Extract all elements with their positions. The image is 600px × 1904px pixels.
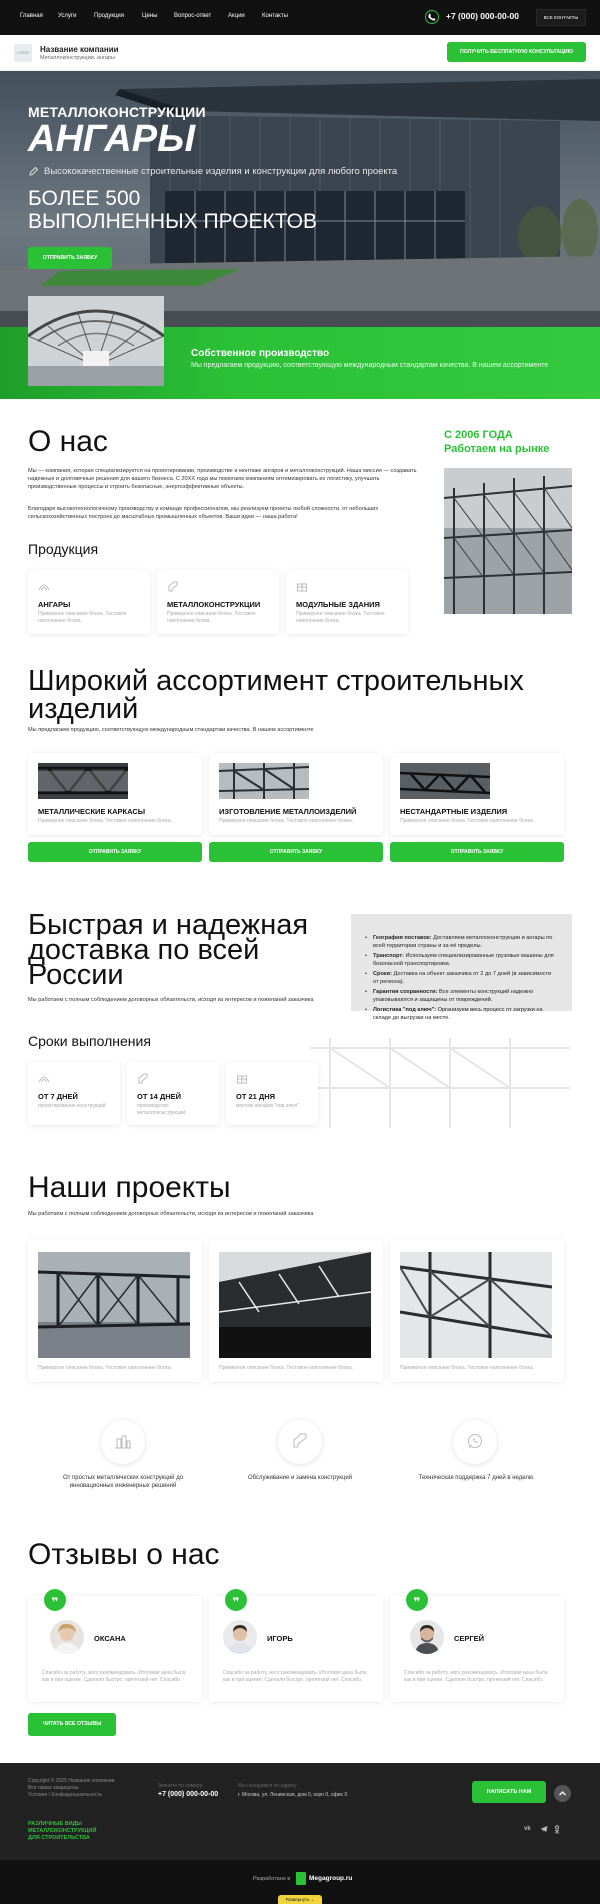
nav-item-contacts[interactable]: Контакты	[262, 13, 288, 19]
tagline-line2: МЕТАЛЛОКОНСТРУКЦИЙ	[28, 1828, 97, 1834]
product-title: МЕТАЛЛОКОНСТРУКЦИИ	[167, 600, 261, 609]
company-description: Металлоконструкции, ангары	[40, 55, 115, 61]
feature-circle	[101, 1420, 145, 1464]
steel-frame-background	[310, 1028, 570, 1128]
products-title: Продукция	[28, 541, 99, 557]
delivery-info-box	[351, 914, 572, 1021]
hero-title-line2: АНГАРЫ	[28, 118, 196, 160]
delivery-point: • Сроки: Доставка на объект заказчика от 2 до 7 дней (в зависимости от региона).	[365, 970, 558, 986]
nav-item-faq[interactable]: Вопрос-ответ	[174, 13, 212, 19]
own-production-desc: Мы предлагаем продукцию, соответствующую международным стандартам качества. В нашем ассортименте	[191, 362, 549, 369]
read-all-reviews-button[interactable]: ЧИТАТЬ ВСЕ ОТЗЫВЫ	[28, 1713, 116, 1736]
chevron-up-icon	[554, 1785, 571, 1802]
assortment-request-button[interactable]: ОТПРАВИТЬ ЗАЯВКУ	[209, 842, 383, 862]
terms-title: Сроки выполнения	[28, 1033, 151, 1049]
feature-text-line2: инновационных инженерных решений	[69, 1483, 177, 1489]
assortment-title	[28, 667, 524, 723]
projects-subtitle: Мы работаем с полным соблюдением договорных обязательств, исходя из интересов и пожеланий заказчика	[28, 1211, 314, 1217]
term-desc: производство металлоконструкций	[137, 1103, 186, 1116]
card-image	[219, 763, 309, 799]
hero-title-line1: МЕТАЛЛОКОНСТРУКЦИИ	[28, 104, 206, 120]
assortment-request-button[interactable]: ОТПРАВИТЬ ЗАЯВКУ	[28, 842, 202, 862]
project-desc: Примерное описание блока. Тестовое наполнение блока.	[219, 1365, 353, 1371]
all-contacts-button[interactable]: ВСЕ КОНТАКТЫ	[536, 9, 586, 26]
delivery-point: • Гарантия сохранности: Все элементы конструкций надежно упаковываются и защищены от повреждений.	[365, 988, 558, 1004]
product-desc: Примерное описание блока. Тестовое наполнение блока.	[296, 611, 385, 624]
nav-item-services[interactable]: Услуги	[58, 13, 77, 19]
project-desc: Примерное описание блока. Тестовое наполнение блока.	[400, 1365, 534, 1371]
footer-phone[interactable]: +7 (000) 000-00-00	[158, 1791, 219, 1798]
term-desc: проектирование конструкций	[38, 1103, 106, 1109]
beam-icon	[291, 1432, 309, 1450]
product-card-metal[interactable]	[157, 570, 279, 634]
expand-button[interactable]: Развернуть ⌄	[278, 1895, 322, 1904]
footer-address: г. Москва, ул. Ленинская, дом 0, корп 0, офис 0	[238, 1792, 348, 1798]
delivery-point: • Транспорт: Используем специализированные грузовые машины для безопасной транспортировки.	[365, 952, 558, 968]
nav-item-products[interactable]: Продукция	[94, 13, 125, 19]
nav-item-prices[interactable]: Цены	[142, 13, 158, 19]
warehouse-icon	[114, 1432, 132, 1450]
assortment-card-desc: Примерное описание блока. Тестовое наполнение блока.	[219, 818, 353, 824]
odnoklassniki-icon[interactable]	[554, 1825, 560, 1834]
card-image	[38, 763, 128, 799]
feature-text: Техническая поддержка 7 дней в неделю	[418, 1475, 534, 1481]
hero-count-line1: БОЛЕЕ 500	[28, 187, 141, 210]
footer-tagline	[28, 1821, 96, 1842]
write-us-button[interactable]: НАПИСАТЬ НАМ	[472, 1781, 546, 1803]
feature-text	[24, 1474, 222, 1490]
hero-count	[28, 187, 317, 233]
assortment-card-custom[interactable]	[390, 753, 564, 835]
product-card-hangars[interactable]	[28, 570, 150, 634]
assortment-subtitle: Мы предлагаем продукцию, соответствующую международным стандартам качества. В нашем ассортименте	[28, 727, 314, 733]
project-desc: Примерное описание блока. Тестовое наполнение блока.	[38, 1365, 172, 1371]
since-badge	[444, 428, 549, 456]
copyright-line2: Все права защищены.	[28, 1785, 80, 1791]
hangar-icon	[38, 1073, 50, 1083]
feature-text-line1: От простых металлических конструкций до	[62, 1475, 184, 1481]
avatar	[410, 1620, 444, 1654]
building-icon	[296, 581, 308, 593]
quote-icon: ❞	[44, 1589, 66, 1611]
own-production-title: Собственное производство	[191, 348, 330, 359]
since-caption: Работаем на рынке	[444, 443, 550, 455]
delivery-subtitle: Мы работаем с полным соблюдением договорных обязательств, исходя из интересов и пожеланий заказчика	[28, 997, 314, 1003]
feature-circle	[278, 1420, 322, 1464]
review-card	[28, 1596, 202, 1702]
assortment-title-line1: Широкий ассортимент строительных	[28, 665, 524, 697]
phone-icon[interactable]	[425, 10, 439, 24]
assortment-card-frames[interactable]	[28, 753, 202, 835]
megagroup-logo-icon	[296, 1872, 306, 1885]
avatar	[50, 1620, 84, 1654]
review-text: Спасибо за работу, могу рекомендовать. Итоговая цена была как и при оценке. Сделали быстро, претензий нет. Спасибо.	[42, 1670, 186, 1683]
project-truss-image	[219, 1252, 371, 1358]
assortment-title-line2: изделий	[28, 693, 139, 725]
about-paragraph-2: Благодаря высокотехнологичному производству и команде профессионалов, мы реализуем проекты любой сложности, от небольших сельскохозяйственных построек до масштабных промышленных объектов. Ваши идеи — наша работа!	[28, 506, 379, 520]
term-title: ОТ 7 ДНЕЙ	[38, 1092, 78, 1101]
review-name: ИГОРЬ	[267, 1634, 293, 1643]
privacy-link[interactable]: Условия / Конфиденциальность	[28, 1792, 103, 1798]
copyright-line1: Copyright © 2025 Название компании.	[28, 1778, 116, 1784]
projects-title: Наши проекты	[28, 1171, 231, 1204]
product-desc: Примерное описание блока. Тестовое наполнение блока.	[38, 611, 127, 624]
since-year: С 2006 ГОДА	[444, 429, 513, 441]
vk-icon[interactable]: vk	[524, 1826, 531, 1832]
company-name: Название компании	[40, 45, 119, 54]
project-bridge-image	[38, 1252, 190, 1358]
card-image	[400, 763, 490, 799]
address-label: Мы находимся по адресу	[238, 1783, 297, 1789]
assortment-card-title: МЕТАЛЛИЧЕСКИЕ КАРКАСЫ	[38, 807, 146, 816]
about-paragraph-1: Мы — компания, которая специализируется на проектировании, производстве и монтаже ангаров и металлоконструкций. Наша миссия — создавать надежные и долговечные решения для вашего бизнеса. С 20XX года мы помогаем компаниям оптимизировать их логистику, улучшать производственные процессы и строить безопасные, энергоэффективные объекты.	[28, 468, 417, 490]
quote-icon: ❞	[406, 1589, 428, 1611]
review-name: СЕРГЕЙ	[454, 1634, 485, 1643]
delivery-title-line3: России	[28, 959, 124, 991]
project-card[interactable]	[390, 1240, 564, 1382]
assortment-card-title: НЕСТАНДАРТНЫЕ ИЗДЕЛИЯ	[400, 807, 508, 816]
delivery-point: • География поставок: Доставляем металлоконструкции и ангары по всей территории страны и за её пределы.	[365, 934, 558, 950]
assortment-card-desc: Примерное описание блока. Тестовое наполнение блока.	[38, 818, 172, 824]
product-desc: Примерное описание блока. Тестовое наполнение блока.	[167, 611, 256, 624]
steel-frame-image	[444, 468, 572, 614]
review-text: Спасибо за работу, могу рекомендовать. Итоговая цена была как и при оценке. Сделали быстро, претензий нет. Спасибо.	[223, 1670, 367, 1683]
term-card-21	[226, 1062, 318, 1125]
hero-count-line2: ВЫПОЛНЕННЫХ ПРОЕКТОВ	[28, 210, 317, 233]
assortment-request-button[interactable]: ОТПРАВИТЬ ЗАЯВКУ	[390, 842, 564, 862]
logo[interactable]: LOGO	[14, 44, 32, 62]
header-phone[interactable]: +7 (000) 000-00-00	[446, 11, 520, 21]
term-card-14	[127, 1062, 219, 1125]
scroll-top-button[interactable]	[554, 1785, 571, 1802]
delivery-point: • Логистика "под ключ": Организуем весь процесс от загрузки на складе до выгрузки на месте.	[365, 1006, 558, 1022]
review-card	[209, 1596, 383, 1702]
delivery-title-line2: доставка по всей	[28, 934, 260, 966]
project-card[interactable]	[28, 1240, 202, 1382]
product-title: МОДУЛЬНЫЕ ЗДАНИЯ	[296, 600, 380, 609]
hangar-icon	[38, 581, 50, 591]
term-desc: монтаж ангаров "под ключ"	[236, 1103, 300, 1109]
assortment-card-desc: Примерное описание блока. Тестовое наполнение блока.	[400, 818, 534, 824]
project-card[interactable]	[209, 1240, 383, 1382]
quote-icon: ❞	[225, 1589, 247, 1611]
review-name: ОКСАНА	[94, 1634, 126, 1643]
telegram-icon[interactable]	[540, 1825, 548, 1833]
free-consultation-button[interactable]: ПОЛУЧИТЬ БЕСПЛАТНУЮ КОНСУЛЬТАЦИЮ	[447, 42, 586, 62]
feature-text: Обслуживание и замена конструкций	[247, 1475, 353, 1481]
footer	[0, 1763, 600, 1860]
project-frame-image	[400, 1252, 552, 1358]
hangar-interior-image	[28, 296, 164, 386]
avatar	[223, 1620, 257, 1654]
developer-bar	[0, 1860, 600, 1904]
nav-item-home[interactable]: Главная	[20, 13, 43, 19]
copyright	[28, 1778, 116, 1799]
beam-icon	[167, 581, 179, 593]
reviews-title: Отзывы о нас	[28, 1538, 220, 1571]
tagline-line1: РАЗЛИЧНЫЕ ВИДЫ	[28, 1821, 82, 1827]
developer-name[interactable]: Megagroup.ru	[309, 1875, 353, 1882]
phone-label: Звоните по номеру	[158, 1783, 203, 1789]
term-card-7	[28, 1062, 120, 1125]
review-card	[390, 1596, 564, 1702]
feature-circle	[453, 1420, 497, 1464]
term-title: ОТ 21 ДНЯ	[236, 1092, 276, 1101]
delivery-title	[28, 909, 309, 991]
nav-item-promo[interactable]: Акции	[228, 13, 245, 19]
term-title: ОТ 14 ДНЕЙ	[137, 1092, 182, 1101]
review-text: Спасибо за работу, могу рекомендовать. Итоговая цена была как и при оценке. Сделали быстро, претензий нет. Спасибо.	[404, 1670, 548, 1683]
beam-icon	[137, 1073, 149, 1085]
whatsapp-icon[interactable]	[466, 1432, 484, 1450]
delivery-title-line1: Быстрая и надежная	[28, 909, 309, 941]
product-card-modular[interactable]	[286, 570, 408, 634]
developed-label: Разработано в	[253, 1876, 291, 1882]
delivery-points	[351, 914, 572, 1022]
about-title: О нас	[28, 425, 108, 458]
assortment-card-title: ИЗГОТОВЛЕНИЕ МЕТАЛЛОИЗДЕЛИЙ	[219, 807, 357, 816]
tagline-line3: ДЛЯ СТРОИТЕЛЬСТВА	[28, 1835, 90, 1841]
product-title: АНГАРЫ	[38, 600, 71, 609]
assortment-card-fabrication[interactable]	[209, 753, 383, 835]
top-nav	[0, 0, 600, 35]
pencil-icon	[28, 166, 39, 177]
building-icon	[236, 1073, 248, 1085]
hero-subtitle: Высококачественные строительные изделия и конструкции для любого проекта	[44, 166, 398, 177]
hero-request-button[interactable]: ОТПРАВИТЬ ЗАЯВКУ	[28, 247, 112, 269]
